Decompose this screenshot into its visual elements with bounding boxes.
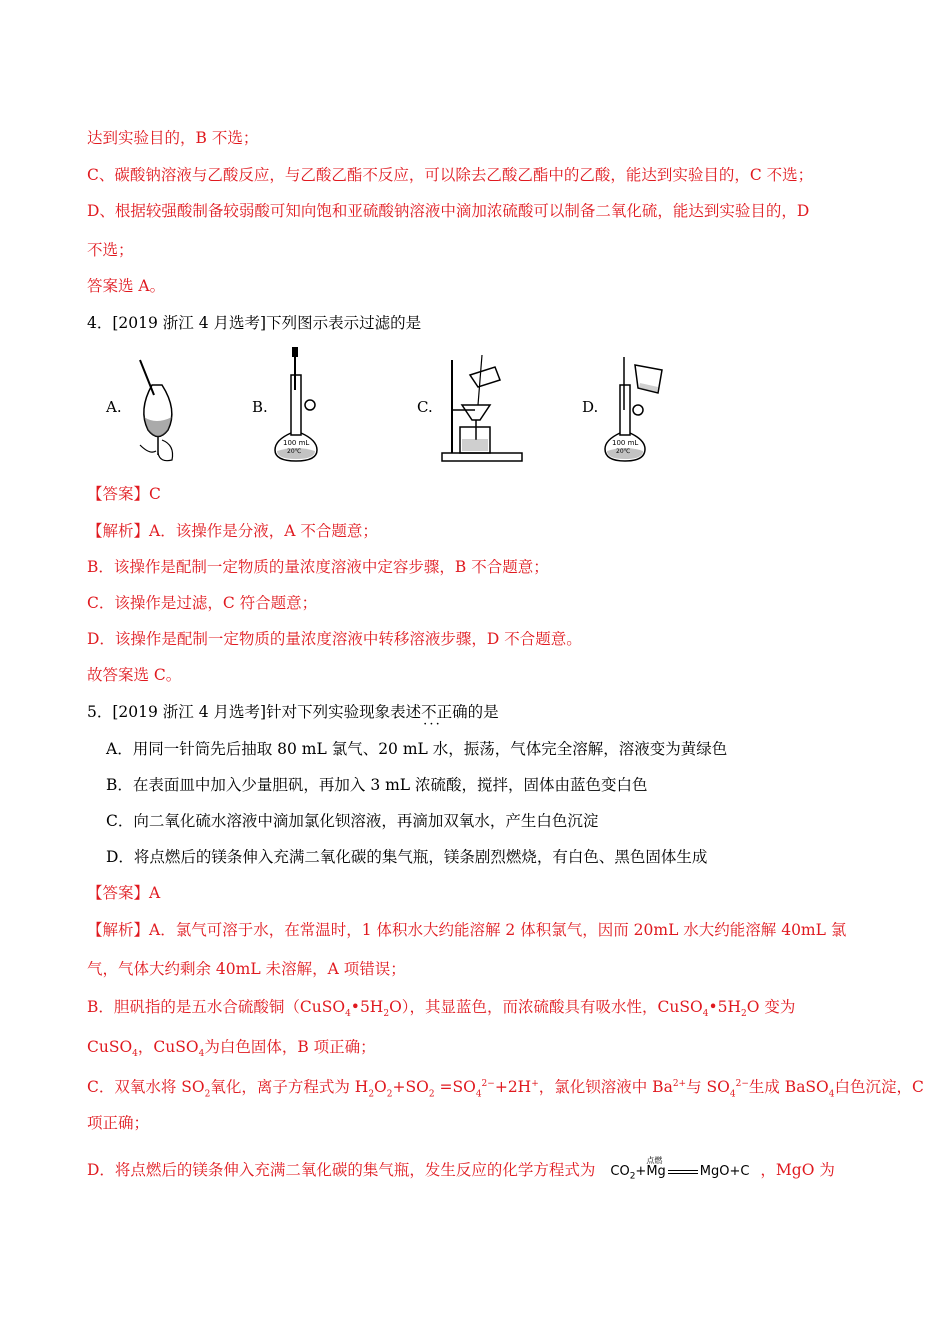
question-source: [2019 浙江 4 月选考] [112,314,267,332]
analysis-line-b1: B．胆矾指的是五水合硫酸铜$(CuSO_4•5H_2O)$，其显蓝色，而浓硫酸具有吸水性，$CuSO_4•5H_2O$ 变为 [87,998,796,1020]
volumetric-flask-transfer-icon [600,355,670,465]
question-text: 的是 [467,703,499,721]
emphasis-text: 不正确 · · · [421,702,468,722]
analysis-line: C．该操作是过滤，C 符合题意； [87,594,318,612]
analysis-line-b2: CuSO$_4$，CuSO$_4$为白色固体，B 项正确； [87,1038,376,1060]
analysis-line [87,521,378,541]
text-line: C、碳酸钠溶液与乙酸反应，与乙酸乙酯不反应，可以除去乙酸乙酯中的乙酸，能达到实验目的，C 不选； [87,166,814,184]
conclusion-line: 故答案选 C。 [87,666,182,684]
option-d: D．将点燃后的镁条伸入充满二氧化碳的集气瓶，镁条剧烈燃烧，有白色、黑色固体生成 [106,848,708,866]
text-line: D、根据较强酸制备较弱酸可知向饱和亚硫酸钠溶液中滴加浓硫酸可以制备二氧化硫，能达到实验目的，D [87,202,810,220]
question-source: [2019 浙江 4 月选考] [112,703,267,721]
question-text: 下列图示表示过滤的是 [266,314,422,332]
analysis-line-c2: 项正确； [87,1114,150,1132]
option-a: A．用同一针筒先后抽取 80 mL 氯气、20 mL 水，振荡，气体完全溶解，溶液变为黄绿色 [106,740,728,758]
volumetric-flask-dropper-icon [270,345,330,463]
separatory-funnel-icon [130,355,185,465]
answer-value: C [149,485,161,503]
analysis-line-d1: D．将点燃后的镁条伸入充满二氧化碳的集气瓶，发生反应的化学方程式为 $CO_2+Mg$ 点燃 MgO+C ，MgO 为 [87,1160,835,1187]
answer-tag: 【答案】 [87,884,150,902]
question-5-stem [87,702,499,722]
analysis-text: A．该操作是分液，A 不合题意； [149,522,378,540]
chemical-equation: $CO_2+Mg$ 点燃 MgO+C [610,1156,750,1182]
filtration-setup-icon [440,355,525,465]
option-c: C．向二氧化硫水溶液中滴加氯化钡溶液，再滴加双氧水，产生白色沉淀 [106,812,599,830]
analysis-line: D．该操作是配制一定物质的量浓度溶液中转移溶液步骤，D 不合题意。 [87,630,582,648]
analysis-text: A．氯气可溶于水，在常温时，1 体积水大约能溶解 2 体积氯气，因而 20mL 水大约能溶解 40mL 氯 [149,921,847,939]
svg-text:20℃: 20℃ [287,448,302,455]
text-line: 达到实验目的，B 不选； [87,129,259,147]
figure-label-c: C. [417,398,433,416]
analysis-line [87,920,846,940]
question-number: 5． [87,703,113,721]
option-b: B．在表面皿中加入少量胆矾，再加入 3 mL 浓硫酸，搅拌，固体由蓝色变白色 [106,776,648,794]
analysis-line: 气，气体大约剩余 40mL 未溶解，A 项错误； [87,960,406,978]
answer-line [87,883,160,903]
question-4-stem [87,313,421,333]
text-line: 答案选 A。 [87,277,166,295]
answer-value: A [149,884,161,902]
analysis-tag: 【解析】 [87,522,150,540]
svg-text:20℃: 20℃ [616,448,631,455]
analysis-line: B．该操作是配制一定物质的量浓度溶液中定容步骤，B 不合题意； [87,558,549,576]
analysis-line-c1: C．双氧水将 $SO_2$氧化，离子方程式为 $H_2O_2+SO_2 =SO_4^{2-}+2H^+$，氯化钡溶液中 $Ba^{2+}$与 $SO_4^{2-}$生成 BaSO$_4$白色沉淀，C [87,1078,924,1100]
text-line: 不选； [87,241,134,259]
question-text: 针对下列实验现象表述 [266,703,422,721]
figure-label-b: B. [252,398,268,416]
answer-tag: 【答案】 [87,485,150,503]
answer-line [87,484,161,504]
figure-label-d: D. [582,398,599,416]
question-number: 4． [87,314,113,332]
figure-label-a: A. [106,398,122,416]
svg-text:100 mL: 100 mL [283,439,310,447]
analysis-tag: 【解析】 [87,921,150,939]
svg-text:100 mL: 100 mL [612,439,639,447]
